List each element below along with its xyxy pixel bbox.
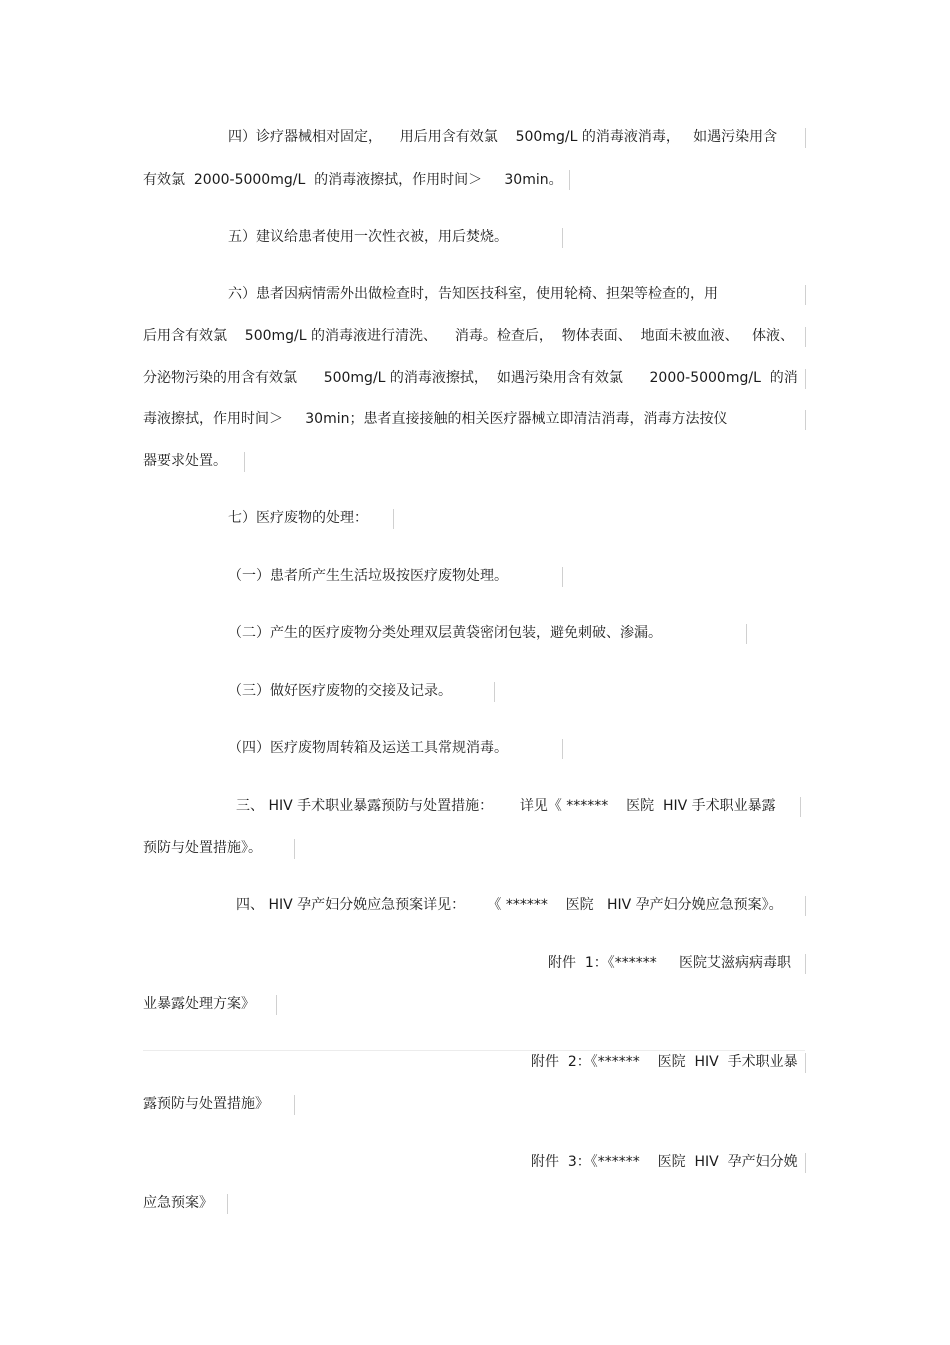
margin-bar <box>393 509 394 529</box>
margin-bar <box>805 1153 806 1173</box>
margin-bar <box>805 896 806 916</box>
margin-bar <box>494 682 495 702</box>
margin-bar <box>562 228 563 248</box>
text-line-p4-2: 有效氯 2000-5000mg/L 的消毒液擦拭，作用时间＞ 30min。 <box>143 172 563 188</box>
text-line-p7-item4: （四）医疗废物周转箱及运送工具常规消毒。 <box>228 740 508 756</box>
margin-bar <box>805 410 806 430</box>
margin-bar <box>805 128 806 148</box>
margin-bar <box>805 285 806 305</box>
text-line-attachment2-1: 附件 2：《****** 医院 HIV 手术职业暴 <box>531 1054 798 1070</box>
text-line-p7-item1: （一）患者所产生生活垃圾按医疗废物处理。 <box>228 568 508 584</box>
margin-bar <box>805 327 806 347</box>
margin-bar <box>562 739 563 759</box>
margin-bar <box>227 1194 228 1214</box>
text-line-attachment2-2: 露预防与处置措施》 <box>143 1096 269 1112</box>
text-line-p6-2: 后用含有效氯 500mg/L 的消毒液进行清洗、 消毒。检查后， 物体表面、 地面未被血液、 体液、 <box>143 328 794 344</box>
text-line-p6-4: 毒液擦拭，作用时间＞ 30min；患者直接接触的相关医疗器械立即清洁消毒，消毒方法按仪 <box>143 411 728 427</box>
text-line-p7-item3: （三）做好医疗废物的交接及记录。 <box>228 683 452 699</box>
text-line-p5-1: 五）建议给患者使用一次性衣被，用后焚烧。 <box>228 229 508 245</box>
margin-bar <box>244 452 245 472</box>
margin-bar <box>294 1095 295 1115</box>
text-line-attachment3-1: 附件 3：《****** 医院 HIV 孕产妇分娩 <box>531 1154 798 1170</box>
margin-bar <box>805 1053 806 1073</box>
text-line-p7-heading: 七）医疗废物的处理： <box>228 510 368 526</box>
text-line-p6-3: 分泌物污染的用含有效氯 500mg/L 的消毒液擦拭， 如遇污染用含有效氯 2000-5000mg/L 的消 <box>143 370 798 386</box>
text-line-s3-2: 预防与处置措施》。 <box>143 840 262 856</box>
margin-bar <box>746 624 747 644</box>
text-line-attachment3-2: 应急预案》 <box>143 1195 213 1211</box>
margin-bar <box>562 567 563 587</box>
text-line-p4-1: 四）诊疗器械相对固定， 用后用含有效氯 500mg/L 的消毒液消毒， 如遇污染用含 <box>228 129 778 145</box>
margin-bar <box>276 995 277 1015</box>
margin-bar <box>805 954 806 974</box>
margin-bar <box>800 797 801 817</box>
text-line-attachment1-2: 业暴露处理方案》 <box>143 996 255 1012</box>
margin-bar <box>569 170 570 190</box>
text-line-s4-1: 四、 HIV 孕产妇分娩应急预案详见： 《 ****** 医院 HIV 孕产妇分娩应急预案》。 <box>236 897 783 913</box>
divider <box>143 1050 805 1051</box>
text-line-s3-1: 三、 HIV 手术职业暴露预防与处置措施： 详见《 ****** 医院 HIV 手术职业暴露 <box>236 798 776 814</box>
margin-bar <box>805 369 806 389</box>
text-line-p6-5: 器要求处置。 <box>143 453 227 469</box>
text-line-p7-item2: （二）产生的医疗废物分类处理双层黄袋密闭包装，避免刺破、渗漏。 <box>228 625 662 641</box>
text-line-p6-1: 六）患者因病情需外出做检查时，告知医技科室，使用轮椅、担架等检查的，用 <box>228 286 718 302</box>
margin-bar <box>294 839 295 859</box>
text-line-attachment1-1: 附件 1：《****** 医院艾滋病病毒职 <box>548 955 792 971</box>
